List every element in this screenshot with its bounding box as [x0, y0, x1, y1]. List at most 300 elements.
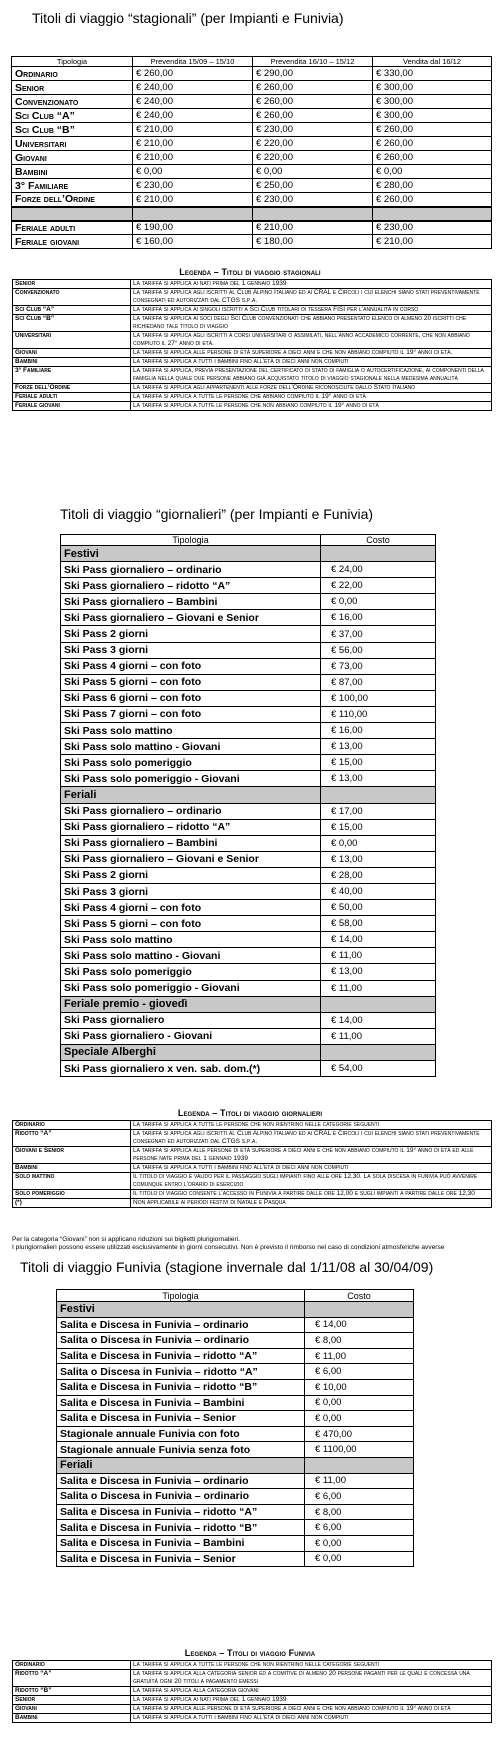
legend-row: [13, 402, 492, 411]
seasonal-legend-table: [12, 279, 492, 411]
ticket-type: Salita e Discesa in Funivia – ordinario: [57, 1473, 305, 1489]
price-cell: € 220,00: [253, 151, 373, 165]
table-row: [61, 867, 436, 883]
price-cell: € 11,00: [321, 1028, 436, 1044]
row-label: 3° Familiare: [12, 179, 133, 193]
price-cell: € 15,00: [321, 755, 436, 771]
section-header-row: [61, 546, 436, 562]
table-row: [61, 562, 436, 578]
legend-row: [13, 1173, 492, 1190]
price-cell: € 230,00: [373, 221, 492, 235]
section-header-row: [61, 996, 436, 1012]
price-cell: € 210,00: [133, 123, 253, 137]
table-row: [61, 1061, 436, 1077]
price-cell: € 37,00: [321, 626, 436, 642]
table-row: [61, 980, 436, 996]
empty-cell: [12, 207, 133, 221]
price-cell: € 54,00: [321, 1061, 436, 1077]
ticket-type: Stagionale annuale Funivia con foto: [57, 1426, 305, 1442]
legend-desc: La tariffa si applica ai soci degli Sci Club convenzionati che abbiano presentato elenco di almeno 20 iscritti che richiedano tale titolo di viaggio: [131, 315, 492, 332]
legend-key: Feriale adulti: [13, 393, 131, 402]
legend-key: Bambini: [13, 1714, 131, 1723]
price-cell: € 11,00: [321, 980, 436, 996]
section-name: Festivi: [57, 1302, 305, 1318]
table-row: [57, 1520, 414, 1536]
ticket-type: Ski Pass giornaliero – Bambini: [61, 594, 321, 610]
table-row: [57, 1442, 414, 1458]
legend-row: [13, 1670, 492, 1687]
legend-key: Solo mattino: [13, 1173, 131, 1190]
legend-row: [13, 1705, 492, 1714]
section-name: Feriali: [57, 1457, 305, 1473]
price-cell: € 17,00: [321, 803, 436, 819]
legend-key: Ridotto “A”: [13, 1130, 131, 1147]
price-cell: € 230,00: [253, 193, 373, 207]
legend-row: [13, 289, 492, 306]
price-cell: € 100,00: [321, 690, 436, 706]
daily-title: Titoli di viaggio “giornalieri” (per Impianti e Funivia): [60, 506, 374, 522]
ticket-type: Ski Pass 6 giorni – con foto: [61, 690, 321, 706]
legend-row: [13, 1164, 492, 1173]
legend-desc: La tariffa si applica a tutte le persone che abbiano compiuto il 19° anno di età: [131, 393, 492, 402]
price-cell: € 230,00: [133, 179, 253, 193]
price-cell: € 6,00: [305, 1520, 414, 1536]
table-row: [57, 1504, 414, 1520]
table-row: [57, 1364, 414, 1380]
legend-key: (*): [13, 1199, 131, 1208]
legend-key: Senior: [13, 280, 131, 289]
ticket-type: Ski Pass 4 giorni – con foto: [61, 658, 321, 674]
separator-row: [12, 207, 492, 221]
price-cell: € 300,00: [373, 81, 492, 95]
table-row: [61, 819, 436, 835]
legend-desc: La tariffa si applica agli iscritti al Club Alpino Italiano ed ai CRAL e Circoli i cui elenchi siano stati preventivamente consegnati ed autorizzati dal CTGS s.p.a.: [131, 289, 492, 306]
legend-row: [13, 332, 492, 349]
price-cell: € 260,00: [253, 81, 373, 95]
legend-desc: Il titolo di viaggio consente l’accesso in Funivia a partire dalle ore 12,00 e sugli impianti a partire dalle ore 12,30: [131, 1190, 492, 1199]
legend-row: [13, 1121, 492, 1130]
table-row: [61, 835, 436, 851]
header-vendita: Vendita dal 16/12: [373, 57, 492, 67]
ticket-type: Ski Pass 5 giorni – con foto: [61, 674, 321, 690]
ticket-type: Ski Pass 2 giorni: [61, 626, 321, 642]
legend-desc: Il titolo di viaggio è valido per il passaggio sugli impianti fino alle ore 12,30. La sola discesa in funivia può avvenire comunque entro l’orario di esercizio: [131, 1173, 492, 1190]
empty-cell: [321, 546, 436, 562]
price-cell: € 0,00: [253, 165, 373, 179]
price-cell: € 0,00: [321, 594, 436, 610]
header-prevendita-1: Prevendita 15/09 – 15/10: [133, 57, 253, 67]
price-cell: € 240,00: [133, 109, 253, 123]
price-cell: € 11,00: [305, 1348, 414, 1364]
legend-desc: La tariffa si applica, previa presentazione del certificato di stato di famiglia o autocertificazione, ai componenti della famiglia nella quale due persone abbiano già acquistato titolo di viaggio stagionale nella medesima annualità: [131, 367, 492, 384]
seasonal-price-table: [11, 56, 492, 249]
section-header-row: [61, 787, 436, 803]
table-row: [57, 1551, 414, 1567]
ticket-type: Ski Pass giornaliero – Giovani e Senior: [61, 610, 321, 626]
legend-row: [13, 1147, 492, 1164]
row-label: Feriale giovani: [12, 235, 133, 249]
price-cell: € 14,00: [305, 1317, 414, 1333]
table-row: [57, 1395, 414, 1411]
price-cell: € 6,00: [305, 1489, 414, 1505]
price-cell: € 300,00: [373, 95, 492, 109]
section-name: Speciale Alberghi: [61, 1044, 321, 1060]
seasonal-title: Titoli di viaggio “stagionali” (per Impianti e Funivia): [32, 10, 344, 26]
ticket-type: Salita e Discesa in Funivia – ridotto “A”: [57, 1504, 305, 1520]
empty-cell: [305, 1457, 414, 1473]
table-row: [12, 95, 492, 109]
legend-desc: La tariffa si applica alle persone di età superiore a dieci anni e che non abbiano compiuto il 19° anno di età.: [131, 349, 492, 358]
empty-cell: [373, 207, 492, 221]
ticket-type: Ski Pass solo pomeriggio: [61, 964, 321, 980]
legend-row: [13, 1714, 492, 1723]
price-cell: € 220,00: [253, 137, 373, 151]
empty-cell: [321, 787, 436, 803]
table-row: [12, 193, 492, 207]
legend-desc: La tariffa si applica a tutte le persone che non abbiano compiuto il 19° anno di età: [131, 402, 492, 411]
price-cell: € 8,00: [305, 1504, 414, 1520]
legend-row: [13, 1696, 492, 1705]
price-cell: € 14,00: [321, 1012, 436, 1028]
price-cell: € 260,00: [373, 123, 492, 137]
header-tipologia: Tipologia: [12, 57, 133, 67]
ticket-type: Salita e Discesa in Funivia – ridotto “B”: [57, 1379, 305, 1395]
table-row: [61, 626, 436, 642]
table-row: [61, 706, 436, 722]
legend-desc: La tariffa si applica alle persone di età superiore a dieci anni e che non abbiano compiuto il 19° anno di età ed alle persone nate prima del 1 gennaio 1939: [131, 1147, 492, 1164]
table-row: [61, 900, 436, 916]
legend-desc: La tariffa si applica agli iscritti al Club Alpino Italiano ed ai CRAL e Circoli i cui elenchi siano stati preventivamente consegnati ed autorizzati dal CTGS s.p.a.: [131, 1130, 492, 1147]
legend-row: [13, 1130, 492, 1147]
legend-key: Bambini: [13, 358, 131, 367]
row-label: Bambini: [12, 165, 133, 179]
legend-row: [13, 349, 492, 358]
ticket-type: Salita e Discesa in Funivia – ridotto “B”: [57, 1520, 305, 1536]
ticket-type: Ski Pass giornaliero – ridotto “A”: [61, 819, 321, 835]
table-row: [12, 221, 492, 235]
legend-desc: La tariffa si applica alle persone di età superiore a dieci anni e che non abbiano compiuto il 19° anno di età: [131, 1705, 492, 1714]
legend-row: [13, 1687, 492, 1696]
table-row: [12, 151, 492, 165]
table-row: [61, 883, 436, 899]
row-label: Sci Club “A”: [12, 109, 133, 123]
price-cell: € 13,00: [321, 851, 436, 867]
table-row: [61, 916, 436, 932]
price-cell: € 330,00: [373, 67, 492, 81]
price-cell: € 290,00: [253, 67, 373, 81]
ticket-type: Ski Pass solo mattino - Giovani: [61, 948, 321, 964]
table-row: [12, 179, 492, 193]
legend-desc: La tariffa si applica agli appartenenti alle forze dell’Ordine riconosciute dallo Stato Italiano: [131, 384, 492, 393]
ticket-type: Salita e Discesa in Funivia – ridotto “A”: [57, 1348, 305, 1364]
legend-key: 3° Familiare: [13, 367, 131, 384]
price-cell: € 8,00: [305, 1333, 414, 1349]
price-cell: € 13,00: [321, 739, 436, 755]
row-label: Ordinario: [12, 67, 133, 81]
legend-desc: La tariffa si applica alla categoria giovani: [131, 1687, 492, 1696]
header-prevendita-2: Prevendita 16/10 – 15/12: [253, 57, 373, 67]
table-row: [61, 594, 436, 610]
table-header-row: [12, 57, 492, 67]
table-row: [61, 771, 436, 787]
daily-legend-table: [12, 1120, 492, 1208]
table-row: [57, 1411, 414, 1427]
price-cell: € 300,00: [373, 109, 492, 123]
ticket-type: Ski Pass solo mattino - Giovani: [61, 739, 321, 755]
legend-key: Ridotto “A”: [13, 1670, 131, 1687]
price-cell: € 6,00: [305, 1364, 414, 1380]
row-label: Feriale adulti: [12, 221, 133, 235]
price-cell: € 260,00: [373, 151, 492, 165]
price-cell: € 50,00: [321, 900, 436, 916]
ticket-type: Ski Pass 4 giorni – con foto: [61, 900, 321, 916]
price-cell: € 470,00: [305, 1426, 414, 1442]
legend-key: Universitari: [13, 332, 131, 349]
table-row: [61, 658, 436, 674]
empty-cell: [321, 1044, 436, 1060]
price-cell: € 10,00: [305, 1379, 414, 1395]
price-cell: € 230,00: [253, 123, 373, 137]
price-cell: € 260,00: [133, 67, 253, 81]
empty-cell: [321, 996, 436, 1012]
ticket-type: Ski Pass solo mattino: [61, 932, 321, 948]
table-row: [61, 690, 436, 706]
legend-row: [13, 1199, 492, 1208]
legend-key: Ordinario: [13, 1661, 131, 1670]
ticket-type: Ski Pass giornaliero – Bambini: [61, 835, 321, 851]
ticket-type: Salita o Discesa in Funivia – ordinario: [57, 1333, 305, 1349]
table-row: [12, 67, 492, 81]
price-cell: € 22,00: [321, 578, 436, 594]
price-cell: € 190,00: [133, 221, 253, 235]
table-row: [61, 739, 436, 755]
legend-key: Forze dell’Ordine: [13, 384, 131, 393]
header-costo: Costo: [305, 1290, 414, 1302]
legend-key: Giovani: [13, 349, 131, 358]
price-cell: € 260,00: [253, 109, 373, 123]
section-header-row: [61, 1044, 436, 1060]
ticket-type: Ski Pass giornaliero: [61, 1012, 321, 1028]
price-cell: € 0,00: [305, 1551, 414, 1567]
note-line: Per la categoria “Giovani” non si applicano riduzioni sui biglietti plurigiornalieri.: [12, 1236, 240, 1243]
ticket-type: Ski Pass giornaliero – ordinario: [61, 803, 321, 819]
legend-key: Feriale giovani: [13, 402, 131, 411]
legend-key: Convenzionato: [13, 289, 131, 306]
price-cell: € 0,00: [373, 165, 492, 179]
legend-key: Bambini: [13, 1164, 131, 1173]
price-cell: € 260,00: [373, 137, 492, 151]
price-cell: € 58,00: [321, 916, 436, 932]
table-row: [57, 1473, 414, 1489]
table-row: [57, 1333, 414, 1349]
ticket-type: Ski Pass 3 giorni: [61, 883, 321, 899]
ticket-type: Ski Pass 3 giorni: [61, 642, 321, 658]
table-row: [57, 1348, 414, 1364]
ticket-type: Ski Pass solo pomeriggio - Giovani: [61, 771, 321, 787]
legend-key: Ordinario: [13, 1121, 131, 1130]
price-cell: € 56,00: [321, 642, 436, 658]
daily-legend-title: Legenda – Titoli di viaggio giornalieri: [177, 1108, 323, 1118]
price-cell: € 11,00: [305, 1473, 414, 1489]
ticket-type: Salita e Discesa in Funivia – Bambini: [57, 1535, 305, 1551]
ticket-type: Salita o Discesa in Funivia – ordinario: [57, 1489, 305, 1505]
price-cell: € 280,00: [373, 179, 492, 193]
table-row: [12, 109, 492, 123]
header-tipologia: Tipologia: [57, 1290, 305, 1302]
daily-price-table: [60, 534, 436, 1077]
row-label: Sci Club “B”: [12, 123, 133, 137]
legend-desc: Non applicabile ai periodi festivi di Natale e Pasqua: [131, 1199, 492, 1208]
ticket-type: Ski Pass solo pomeriggio: [61, 755, 321, 771]
table-row: [57, 1535, 414, 1551]
price-cell: € 240,00: [133, 81, 253, 95]
row-label: Universitari: [12, 137, 133, 151]
ticket-type: Ski Pass solo mattino: [61, 723, 321, 739]
ticket-type: Salita e Discesa in Funivia – Senior: [57, 1411, 305, 1427]
price-cell: € 13,00: [321, 771, 436, 787]
table-row: [12, 137, 492, 151]
ticket-type: Ski Pass 5 giorni – con foto: [61, 916, 321, 932]
note-line: I plurigiornalieri possono essere utilizzati esclusivamente in giorni consecutivi. Non è previsto il rimborso nel caso di condizioni atmosferiche avverse: [12, 1244, 445, 1251]
legend-desc: La tariffa si applica a tutte le persone che non rientrino nelle categorie seguenti: [131, 1661, 492, 1670]
legend-key: Ridotto “B”: [13, 1687, 131, 1696]
table-row: [12, 123, 492, 137]
section-header-row: [57, 1457, 414, 1473]
legend-row: [13, 315, 492, 332]
price-cell: € 28,00: [321, 867, 436, 883]
ticket-type: Salita e Discesa in Funivia – Bambini: [57, 1395, 305, 1411]
price-cell: € 210,00: [133, 193, 253, 207]
price-cell: € 0,00: [321, 835, 436, 851]
ticket-type: Ski Pass 7 giorni – con foto: [61, 706, 321, 722]
ticket-type: Ski Pass giornaliero – ordinario: [61, 562, 321, 578]
table-row: [57, 1426, 414, 1442]
price-cell: € 73,00: [321, 658, 436, 674]
legend-desc: La tariffa si applica ai singoli iscritti a Sci Club titolari di tessera FISI per l’annualità in corso: [131, 306, 492, 315]
price-cell: € 0,00: [305, 1535, 414, 1551]
legend-desc: La tariffa si applica a tutte le persone che non rientrino nelle categorie seguenti: [131, 1121, 492, 1130]
ticket-type: Ski Pass giornaliero – ridotto “A”: [61, 578, 321, 594]
seasonal-legend-title: Legenda – Titoli di viaggio stagionali: [179, 267, 321, 277]
legend-row: [13, 280, 492, 289]
table-row: [61, 723, 436, 739]
funivia-title: Titoli di viaggio Funivia (stagione invernale dal 1/11/08 al 30/04/09): [20, 1259, 434, 1275]
price-cell: € 16,00: [321, 610, 436, 626]
price-cell: € 40,00: [321, 883, 436, 899]
table-row: [61, 755, 436, 771]
header-costo: Costo: [321, 535, 436, 546]
price-cell: € 24,00: [321, 562, 436, 578]
section-header-row: [57, 1302, 414, 1318]
legend-desc: La tariffa si applica agli iscritti a corsi universitari o assimilati, nell’anno accademico corrente, che non abbiano compiuto il 27° anno di età.: [131, 332, 492, 349]
table-row: [61, 1028, 436, 1044]
ticket-type: Stagionale annuale Funivia senza foto: [57, 1442, 305, 1458]
ticket-type: Salita e Discesa in Funivia – Senior: [57, 1551, 305, 1567]
table-row: [61, 948, 436, 964]
daily-notes: [12, 1236, 490, 1252]
legend-row: [13, 1190, 492, 1199]
price-cell: € 0,00: [305, 1395, 414, 1411]
legend-row: [13, 306, 492, 315]
ticket-type: Salita e Discesa in Funivia – ordinario: [57, 1317, 305, 1333]
price-cell: € 11,00: [321, 948, 436, 964]
table-row: [61, 610, 436, 626]
header-tipologia: Tipologia: [61, 535, 321, 546]
table-row: [12, 235, 492, 249]
table-row: [61, 674, 436, 690]
legend-desc: La tariffa si applica alla categoria senior ed a comitive di almeno 20 persone paganti per le quali è concessa una gratuità ogni 20 titoli a pagamento emessi: [131, 1670, 492, 1687]
price-cell: € 240,00: [133, 95, 253, 109]
price-cell: € 210,00: [373, 235, 492, 249]
funivia-legend-table: [12, 1660, 492, 1723]
legend-row: [13, 367, 492, 384]
price-cell: € 110,00: [321, 706, 436, 722]
legend-desc: La tariffa si applica ai nati prima del 1 gennaio 1939: [131, 1696, 492, 1705]
price-cell: € 0,00: [305, 1411, 414, 1427]
legend-desc: La tariffa si applica ai nati prima del 1 gennaio 1939: [131, 280, 492, 289]
empty-cell: [305, 1302, 414, 1318]
table-row: [61, 964, 436, 980]
row-label: Giovani: [12, 151, 133, 165]
table-header-row: [61, 535, 436, 546]
price-cell: € 160,00: [133, 235, 253, 249]
ticket-type: Salita o Discesa in Funivia – ridotto “A”: [57, 1364, 305, 1380]
legend-key: Senior: [13, 1696, 131, 1705]
row-label: Senior: [12, 81, 133, 95]
table-row: [61, 932, 436, 948]
price-cell: € 210,00: [133, 151, 253, 165]
legend-row: [13, 358, 492, 367]
table-row: [12, 81, 492, 95]
price-cell: € 210,00: [133, 137, 253, 151]
table-row: [61, 851, 436, 867]
table-row: [61, 803, 436, 819]
price-cell: € 1100,00: [305, 1442, 414, 1458]
table-row: [57, 1379, 414, 1395]
price-cell: € 250,00: [253, 179, 373, 193]
price-cell: € 260,00: [253, 95, 373, 109]
legend-key: Sci Club “B”: [13, 315, 131, 332]
empty-cell: [133, 207, 253, 221]
table-row: [61, 1012, 436, 1028]
price-cell: € 16,00: [321, 723, 436, 739]
row-label: Forze dell’Ordine: [12, 193, 133, 207]
price-cell: € 14,00: [321, 932, 436, 948]
table-row: [57, 1489, 414, 1505]
ticket-type: Ski Pass giornaliero - Giovani: [61, 1028, 321, 1044]
legend-key: Giovani e Senior: [13, 1147, 131, 1164]
legend-row: [13, 1661, 492, 1670]
table-row: [61, 578, 436, 594]
price-cell: € 180,00: [253, 235, 373, 249]
legend-desc: La tariffa si applica a tutti i bambini fino all’età di dieci anni non compiuti: [131, 1164, 492, 1173]
section-name: Feriale premio - giovedì: [61, 996, 321, 1012]
table-header-row: [57, 1290, 414, 1302]
ticket-type: Ski Pass solo pomeriggio - Giovani: [61, 980, 321, 996]
funivia-price-table: [56, 1289, 414, 1567]
legend-key: Sci Club “A”: [13, 306, 131, 315]
funivia-legend-title: Legenda – Titoli di viaggio Funivia: [184, 1648, 316, 1658]
price-cell: € 0,00: [133, 165, 253, 179]
section-name: Feriali: [61, 787, 321, 803]
ticket-type: Ski Pass giornaliero x ven. sab. dom.(*): [61, 1061, 321, 1077]
price-cell: € 13,00: [321, 964, 436, 980]
legend-row: [13, 393, 492, 402]
price-cell: € 210,00: [253, 221, 373, 235]
ticket-type: Ski Pass giornaliero – Giovani e Senior: [61, 851, 321, 867]
legend-row: [13, 384, 492, 393]
table-row: [57, 1317, 414, 1333]
